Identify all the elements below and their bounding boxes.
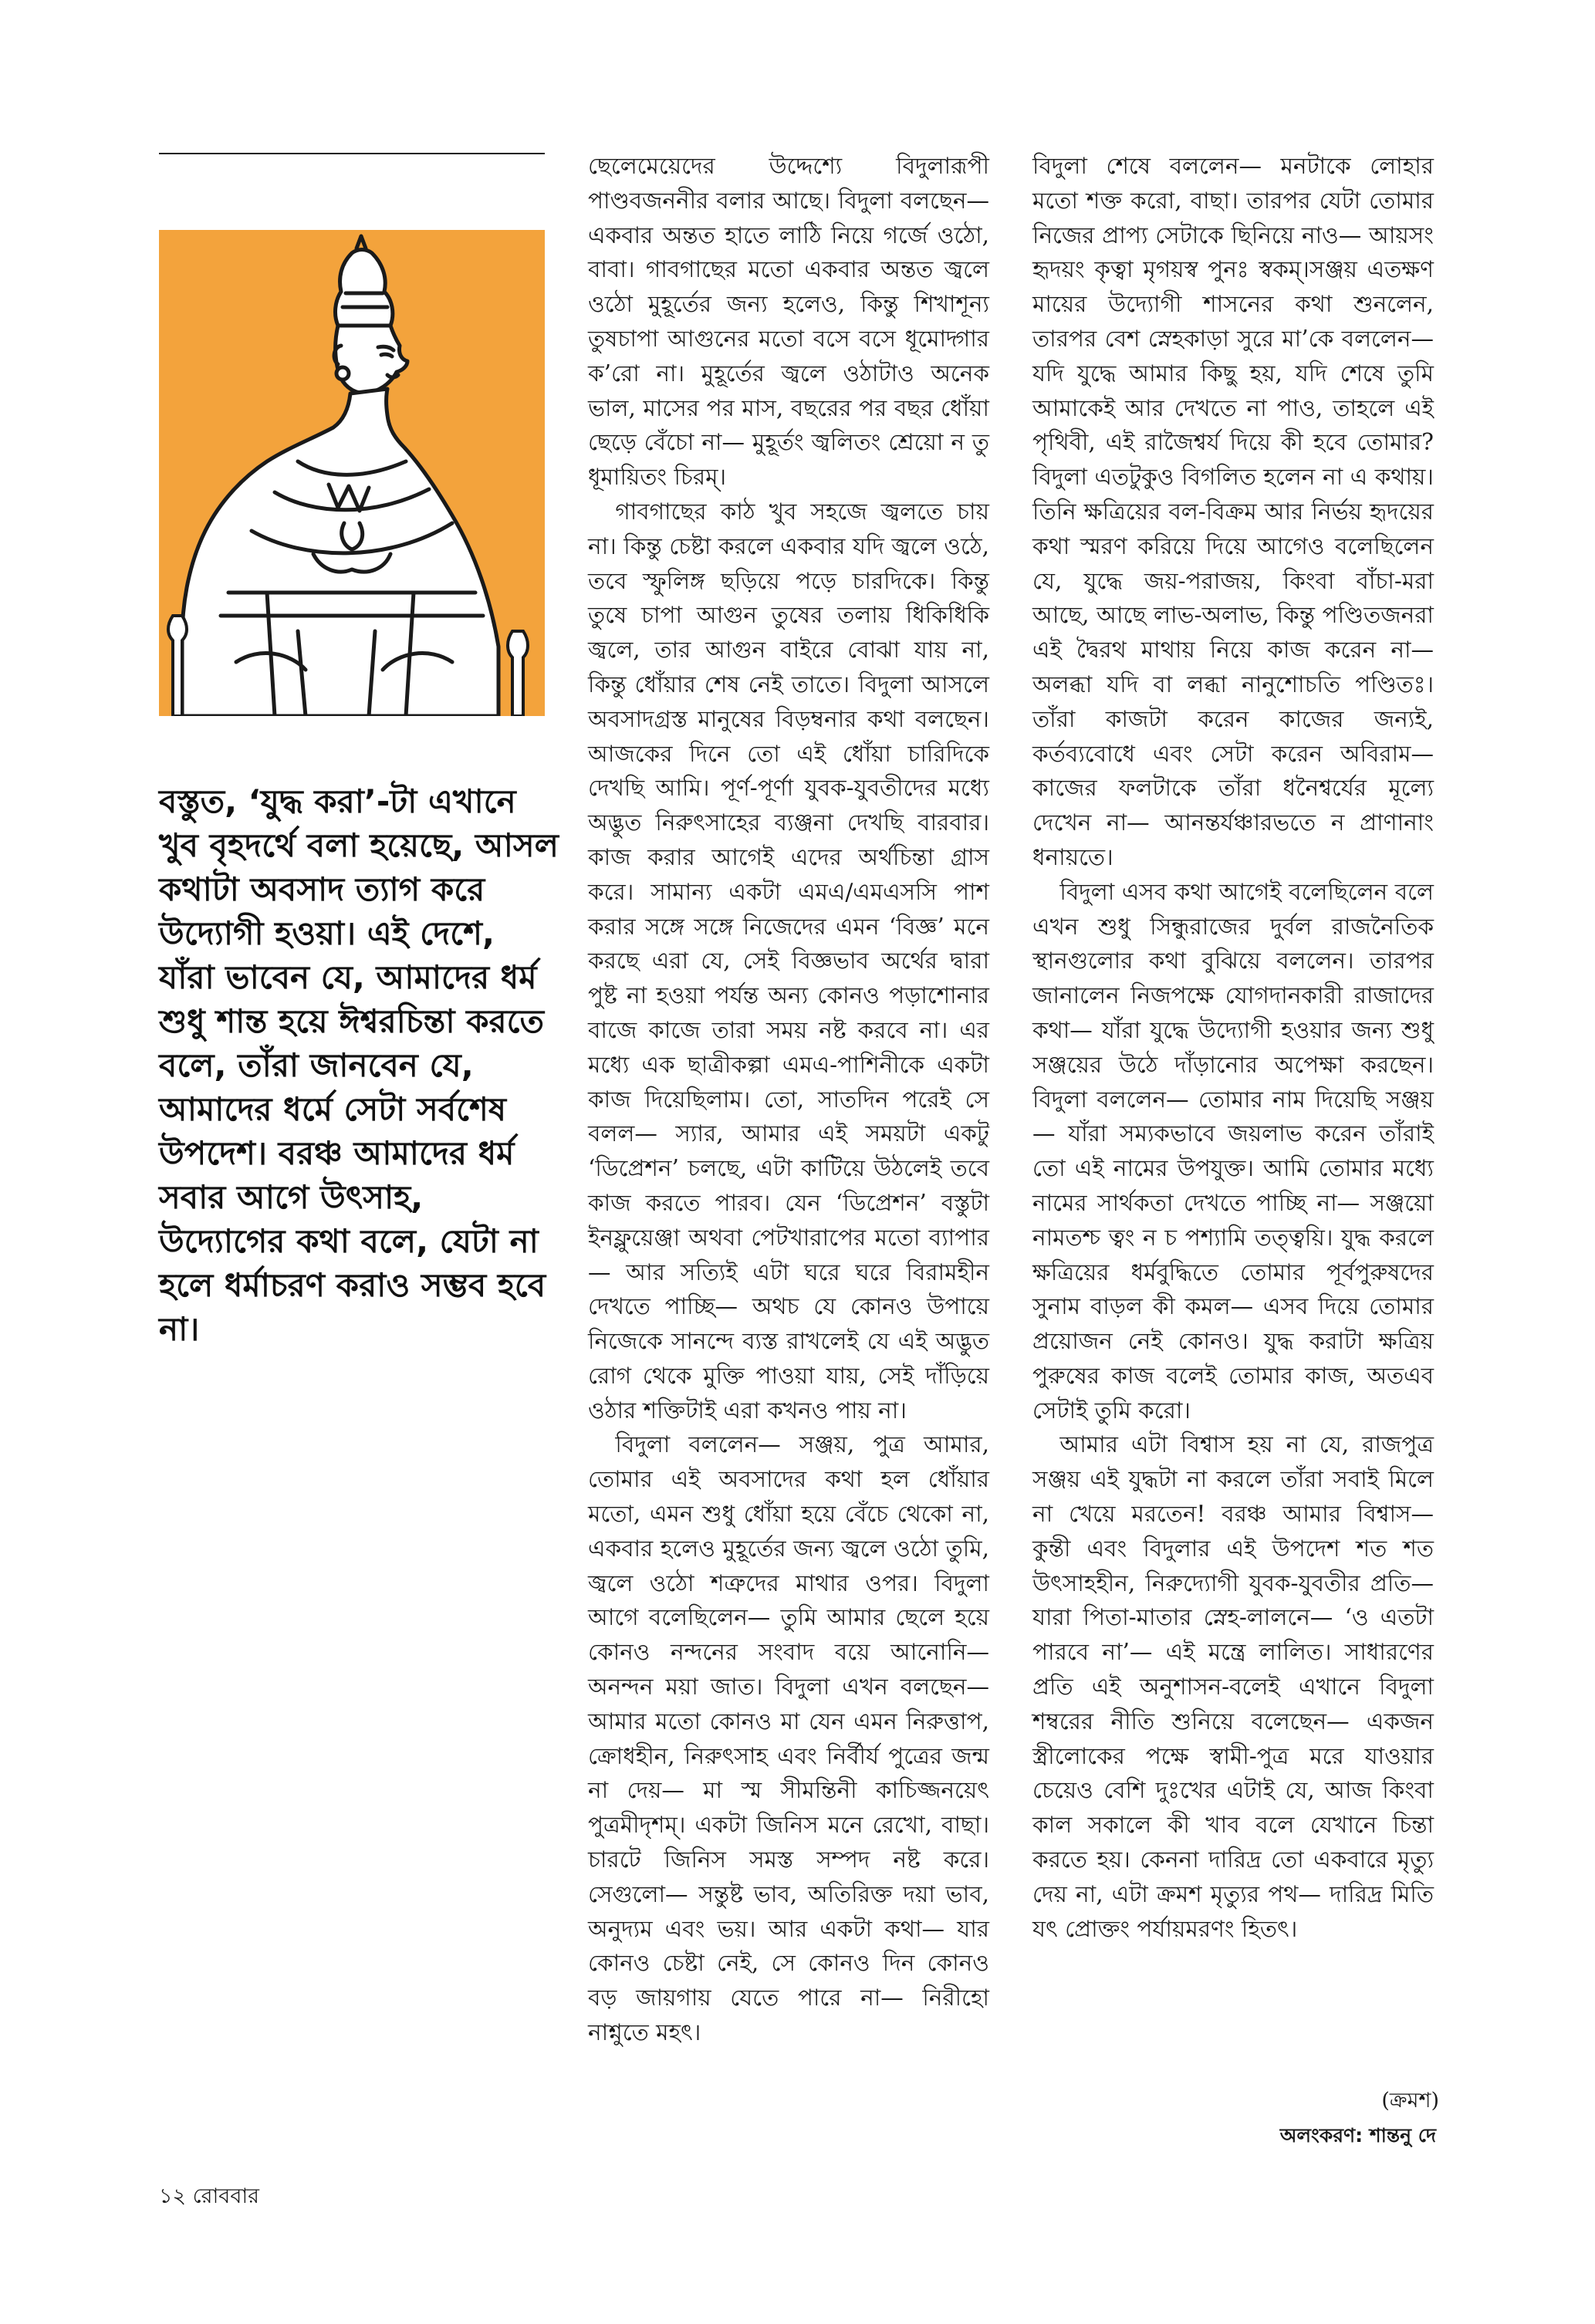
paragraph: ছেলেমেয়েদের উদ্দেশ্যে বিদুলারূপী পাণ্ডবজননীর বলার আছে। বিদুলা বলছেন— একবার অন্তত হাতে লাঠি নিয়ে গর্জে ওঠো, বাবা। গাবগাছের মতো একবার অন্তত জ্বলে ওঠো মুহূর্তের জন্য হলেও, কিন্তু শিখাশূন্য তুষচাপা আগুনের মতো বসে বসে ধূমোদ্গার ক’রো না। মুহূর্তের জ্বলে ওঠাটাও অনেক ভাল, মাসের পর মাস, বছরের পর বছর ধোঁয়া ছেড়ে বেঁচো না— মুহূর্তং জ্বলিতং শ্রেয়ো ন তু ধূমায়িতং চিরম্। <box>588 153 989 491</box>
illustration-figure <box>159 230 545 716</box>
article-column-2 <box>1032 149 1434 1946</box>
to-be-continued: (ক্রমশ) <box>1381 2089 1439 2113</box>
paragraph: গাবগাছের কাঠ খুব সহজে জ্বলতে চায় না। কিন্তু চেষ্টা করলে একবার যদি জ্বলে ওঠে, তবে স্ফুলিঙ্গ ছড়িয়ে পড়ে চারদিকে। কিন্তু তুষে চাপা আগুন তুষের তলায় ধিকিধিকি জ্বলে, তার আগুন বাইরে বোঝা যায় না, কিন্তু ধোঁয়ার শেষ নেই তাতে। বিদুলা আসলে অবসাদগ্রস্ত মানুষের বিড়ম্বনার কথা বলছেন। আজকের দিনে তো এই ধোঁয়া চারিদিকে দেখছি আমি। পূর্ণ-পূর্ণা যুবক-যুবতীদের মধ্যে অদ্ভুত নিরুৎসাহের ব্যঞ্জনা দেখছি বারবার। কাজ করার আগেই এদের অর্থচিন্তা গ্রাস করে। সামান্য একটা এমএ/এমএসসি পাশ করার সঙ্গে সঙ্গে নিজেদের এমন ‘বিজ্ঞ’ মনে করছে এরা যে, সেই বিজ্ঞভাব অর্থের দ্বারা পুষ্ট না হওয়া পর্যন্ত অন্য কোনও পড়াশোনার বাজে কাজে তারা সময় নষ্ট করবে না। এর মধ্যে এক ছাত্রীকল্পা এমএ-পাশিনীকে একটা কাজ দিয়েছিলাম। তো, সাতদিন পরেই সে বলল— স্যার, আমার এই সময়টা একটু ‘ডিপ্রেশন’ চলছে, এটা কাটিয়ে উঠলেই তবে কাজ করতে পারব। যেন ‘ডিপ্রেশন’ বস্তুটা ইনফ্লুয়েঞ্জা অথবা পেটখারাপের মতো ব্যাপার— আর সত্যিই এটা ঘরে ঘরে বিরামহীন দেখতে পাচ্ছি— অথচ যে কোনও উপায়ে নিজেকে সানন্দে ব্যস্ত রাখলেই যে এই অদ্ভুত রোগ থেকে মুক্তি পাওয়া যায়, সেই দাঁড়িয়ে ওঠার শক্তিটাই এরা কখনও পায় না। <box>588 498 989 1424</box>
pull-quote: বস্তুত, ‘যুদ্ধ করা’-টা এখানে খুব বৃহদর্থে বলা হয়েছে, আসল কথাটা অবসাদ ত্যাগ করে উদ্যোগী হওয়া। এই দেশে, যাঁরা ভাবেন যে, আমাদের ধর্ম শুধু শান্ত হয়ে ঈশ্বরচিন্তা করতে বলে, তাঁরা জানবেন যে, আমাদের ধর্মে সেটা সর্বশেষ উপদেশ। বরঞ্চ আমাদের ধর্ম সবার আগে উৎসাহ, উদ্যোগের কথা বলে, যেটা না হলে ধর্মাচরণ করাও সম্ভব হবে না। <box>159 782 559 1348</box>
paragraph: আমার এটা বিশ্বাস হয় না যে, রাজপুত্র সঞ্জয় এই যুদ্ধটা না করলে তাঁরা সবাই মিলে না খেয়ে মরতেন! বরঞ্চ আমার বিশ্বাস— কুন্তী এবং বিদুলার এই উপদেশ শত শত উৎসাহহীন, নিরুদ্যোগী যুবক-যুবতীর প্রতি— যারা পিতা-মাতার স্নেহ-লালনে— ‘ও এতটা পারবে না’— এই মন্ত্রে লালিত। সাধারণের প্রতি এই অনুশাসন-বলেই এখানে বিদুলা শম্বরের নীতি শুনিয়ে বলেছেন— একজন স্ত্রীলোকের পক্ষে স্বামী-পুত্র মরে যাওয়ার চেয়েও বেশি দুঃখের এটাই যে, আজ কিংবা কাল সকালে কী খাব বলে যেখানে চিন্তা করতে হয়। কেননা দারিদ্র তো একবারে মৃত্যু দেয় না, এটা ক্রমশ মৃত্যুর পথ— দারিদ্র মিতি যৎ প্রোক্তং পর্যায়মরণং হিতৎ। <box>1032 1431 1434 1942</box>
page-folio: ১২ রোববার <box>159 2184 260 2208</box>
paragraph: বিদুলা এসব কথা আগেই বলেছিলেন বলে এখন শুধু সিন্ধুরাজের দুর্বল রাজনৈতিক স্থানগুলোর কথা বুঝিয়ে বললেন। তারপর জানালেন নিজপক্ষে যোগদানকারী রাজাদের কথা— যাঁরা যুদ্ধে উদ্যোগী হওয়ার জন্য শুধু সঞ্জয়ের উঠে দাঁড়ানোর অপেক্ষা করছেন। বিদুলা বললেন— তোমার নাম দিয়েছি সঞ্জয়— যাঁরা সম্যকভাবে জয়লাভ করেন তাঁরাই তো এই নামের উপযুক্ত। আমি তোমার মধ্যে নামের সার্থকতা দেখতে পাচ্ছি না— সঞ্জয়ো নামতশ্চ ত্বং ন চ পশ্যামি তত্ত্বয়ি। যুদ্ধ করলে ক্ষত্রিয়ের ধর্মবুদ্ধিতে তোমার পূর্বপুরুষদের সুনাম বাড়ল কী কমল— এসব দিয়ে তোমার প্রয়োজন নেই কোনও। যুদ্ধ করাটা ক্ষত্রিয় পুরুষের কাজ বলেই তোমার কাজ, অতএব সেটাই তুমি করো। <box>1032 878 1434 1424</box>
top-rule <box>159 153 545 154</box>
illustration <box>159 230 545 716</box>
paragraph: বিদুলা শেষে বললেন— মনটাকে লোহার মতো শক্ত করো, বাছা। তারপর যেটা তোমার নিজের প্রাপ্য সেটাকে ছিনিয়ে নাও— আয়সং হৃদয়ং কৃত্বা মৃগয়স্ব পুনঃ স্বকম্।সঞ্জয় এতক্ষণ মায়ের উদ্যোগী শাসনের কথা শুনলেন, তারপর বেশ স্নেহকাড়া সুরে মা’কে বললেন— যদি যুদ্ধে আমার কিছু হয়, যদি শেষে তুমি আমাকেই আর দেখতে না পাও, তাহলে এই পৃথিবী, এই রাজৈশ্বর্য দিয়ে কী হবে তোমার? বিদুলা এতটুকুও বিগলিত হলেন না এ কথায়। তিনি ক্ষত্রিয়ের বল-বিক্রম আর নির্ভয় হৃদয়ের কথা স্মরণ করিয়ে দিয়ে আগেও বলেছিলেন যে, যুদ্ধে জয়-পরাজয়, কিংবা বাঁচা-মরা আছে, আছে লাভ-অলাভ, কিন্তু পণ্ডিতজনরা এই দ্বৈরথ মাথায় নিয়ে কাজ করেন না— অলব্ধা যদি বা লব্ধা নানুশোচতি পণ্ডিতঃ। তাঁরা কাজটা করেন কাজের জন্যই, কর্তব্যবোধে এবং সেটা করেন অবিরাম— কাজের ফলটাকে তাঁরা ধনৈশ্বর্যের মূল্যে দেখেন না— আনন্তর্যঞ্চারভতে ন প্রাণানাং ধনায়তে। <box>1032 153 1434 870</box>
article-column-1 <box>588 149 989 2050</box>
illustration-credit: অলংকরণ: শান্তনু দে <box>1279 2124 1436 2147</box>
paragraph: বিদুলা বললেন— সঞ্জয়, পুত্র আমার, তোমার এই অবসাদের কথা হল ধোঁয়ার মতো, এমন শুধু ধোঁয়া হয়ে বেঁচে থেকো না, একবার হলেও মুহূর্তের জন্য জ্বলে ওঠো তুমি, জ্বলে ওঠো শত্রুদের মাথার ওপর। বিদুলা আগে বলেছিলেন— তুমি আমার ছেলে হয়ে কোনও নন্দনের সংবাদ বয়ে আনোনি— অনন্দন ময়া জাত। বিদুলা এখন বলছেন— আমার মতো কোনও মা যেন এমন নিরুত্তাপ, ক্রোধহীন, নিরুৎসাহ এবং নির্বীর্য পুত্রের জন্ম না দেয়— মা স্ম সীমন্তিনী কাচিজ্জনয়েৎ পুত্রমীদৃশম্। একটা জিনিস মনে রেখো, বাছা। চারটে জিনিস সমস্ত সম্পদ নষ্ট করে। সেগুলো— সন্তুষ্ট ভাব, অতিরিক্ত দয়া ভাব, অনুদ্যম এবং ভয়। আর একটা কথা— যার কোনও চেষ্টা নেই, সে কোনও দিন কোনও বড় জায়গায় যেতে পারে না— নিরীহো নাশ্নুতে মহৎ। <box>588 1431 989 2046</box>
